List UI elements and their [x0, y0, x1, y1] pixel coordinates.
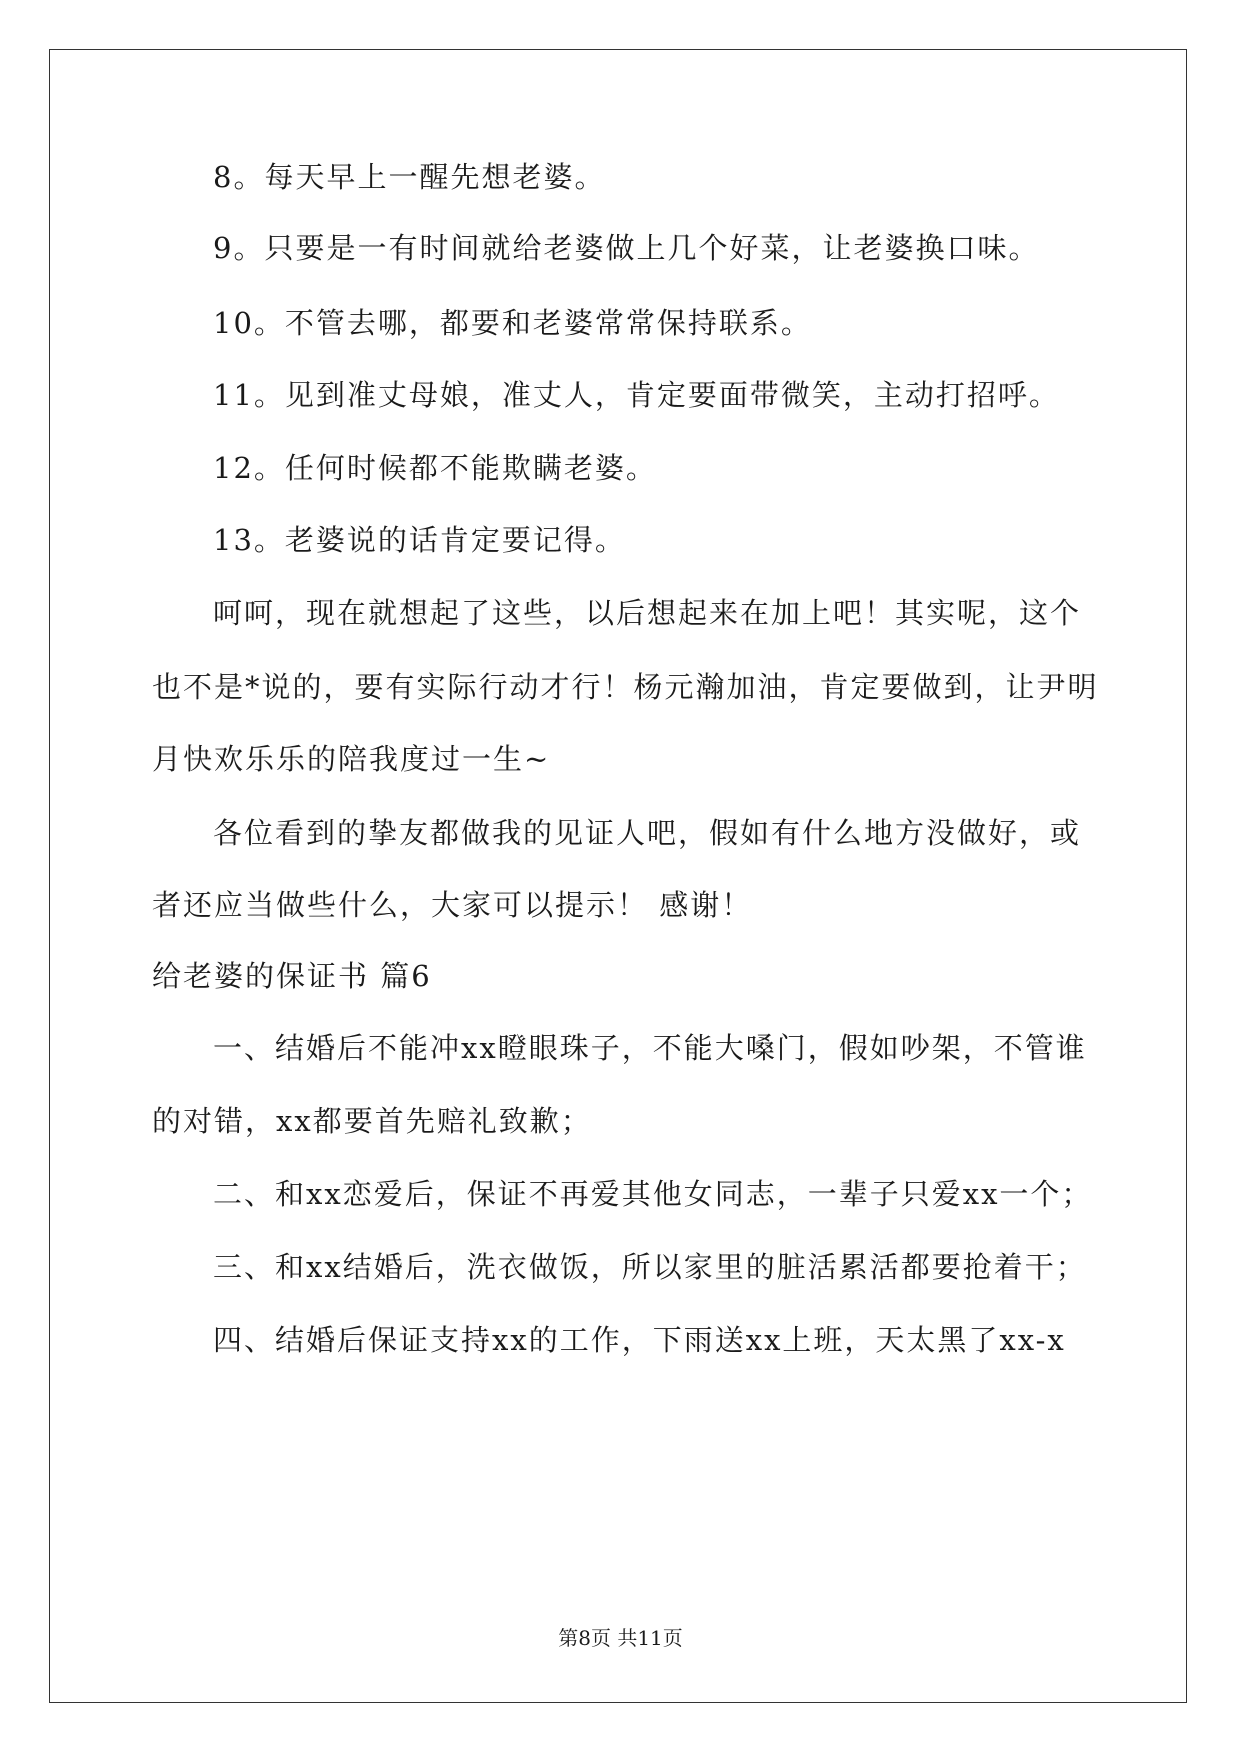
paragraph-line: 也不是*说的，要有实际行动才行！杨元瀚加油，肯定要做到，让尹明	[152, 670, 1099, 704]
paragraph-line: 呵呵，现在就想起了这些，以后想起来在加上吧！其实呢，这个	[213, 596, 1082, 630]
paragraph-line: 月快欢乐乐的陪我度过一生~	[152, 742, 551, 776]
paragraph-line: 的对错，xx都要首先赔礼致歉；	[152, 1104, 592, 1138]
page-number: 第8页 共11页	[558, 1626, 683, 1650]
paragraph-line: 二、和xx恋爱后，保证不再爱其他女同志，一辈子只爱xx一个；	[213, 1177, 1093, 1211]
paragraph-line: 者还应当做些什么，大家可以提示！ 感谢！	[152, 888, 753, 922]
page-border	[49, 49, 1187, 1703]
section-heading: 给老婆的保证书 篇6	[152, 959, 432, 993]
list-item-12: 12。任何时候都不能欺瞒老婆。	[213, 451, 657, 485]
list-item-13: 13。老婆说的话肯定要记得。	[213, 523, 626, 557]
list-item-11: 11。见到准丈母娘，准丈人，肯定要面带微笑，主动打招呼。	[213, 378, 1060, 412]
list-item-9: 9。只要是一有时间就给老婆做上几个好菜，让老婆换口味。	[213, 231, 1040, 265]
paragraph-line: 三、和xx结婚后，洗衣做饭，所以家里的脏活累活都要抢着干；	[213, 1250, 1087, 1284]
list-item-8: 8。每天早上一醒先想老婆。	[213, 160, 606, 194]
list-item-10: 10。不管去哪，都要和老婆常常保持联系。	[213, 306, 812, 340]
paragraph-line: 各位看到的挚友都做我的见证人吧，假如有什么地方没做好，或	[213, 816, 1082, 850]
paragraph-line: 一、结婚后不能冲xx瞪眼珠子，不能大嗓门，假如吵架，不管谁	[213, 1031, 1087, 1065]
paragraph-line: 四、结婚后保证支持xx的工作，下雨送xx上班，天太黑了xx-x	[213, 1323, 1066, 1357]
